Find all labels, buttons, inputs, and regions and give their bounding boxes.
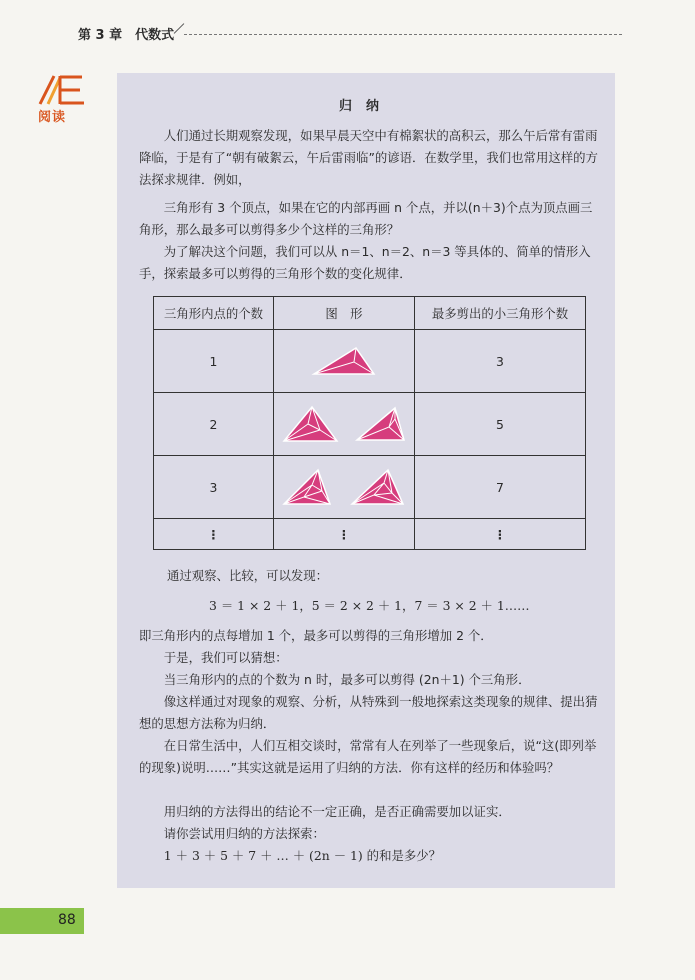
observation-intro: 通过观察、比较，可以发现： bbox=[167, 568, 329, 583]
article-title: 归纳 bbox=[338, 99, 393, 114]
cell-count: 3 bbox=[415, 330, 586, 393]
triangle-figure-1pt bbox=[310, 344, 378, 378]
cell-figure: ⋮ bbox=[274, 519, 415, 550]
cell-count: ⋮ bbox=[415, 519, 586, 550]
page-number: 88 bbox=[58, 912, 76, 928]
triangle-figure-3pt-b bbox=[350, 467, 406, 507]
table-header-row bbox=[154, 297, 586, 330]
paragraph-verify: 用归纳的方法得出的结论不一定正确，是否正确需要加以证实． bbox=[163, 804, 511, 819]
cell-figure bbox=[274, 456, 415, 519]
paragraph-conjecture: 当三角形内的点的个数为 n 时，最多可以剪得 (2n＋1) 个三角形． bbox=[163, 672, 531, 687]
reading-panel bbox=[117, 73, 615, 888]
paragraph-2: 三角形有 3 个顶点，如果在它的内部再画 n 个点，并以(n＋3)个点为顶点画三角形，那么最多可以剪得多少个这样的三角形？ bbox=[139, 200, 593, 237]
observation-formula: 3 ＝ 1 × 2 ＋ 1，5 ＝ 2 × 2 ＋ 1，7 ＝ 3 × 2 ＋ 1…… bbox=[209, 598, 530, 613]
triangle-figure-2pt-b bbox=[355, 405, 407, 443]
cell-points: 1 bbox=[154, 330, 274, 393]
paragraph-guess: 于是，我们可以猜想： bbox=[163, 650, 288, 665]
cell-points: 3 bbox=[154, 456, 274, 519]
header-count: 最多剪出的小三角形个数 bbox=[415, 297, 586, 330]
paragraph-induction: 像这样通过对现象的观察、分析，从特殊到一般地探索这类现象的规律、提出猜想的思想方法称为归纳． bbox=[139, 694, 598, 731]
cell-count: 7 bbox=[415, 456, 586, 519]
header-dashed-rule bbox=[184, 34, 622, 35]
exercise-question: 1 ＋ 3 ＋ 5 ＋ 7 ＋ … ＋ (2n － 1) 的和是多少？ bbox=[163, 848, 442, 863]
cell-figure bbox=[274, 393, 415, 456]
reading-logo-icon bbox=[34, 72, 86, 106]
cell-count: 5 bbox=[415, 393, 586, 456]
table-row bbox=[154, 519, 586, 550]
header-slant-line bbox=[174, 23, 185, 34]
paragraph-increase: 即三角形内的点每增加 1 个，最多可以剪得的三角形增加 2 个． bbox=[139, 628, 493, 643]
cell-figure bbox=[274, 330, 415, 393]
header-figure: 图 形 bbox=[274, 297, 415, 330]
reading-logo-label: 阅读 bbox=[38, 110, 67, 125]
paragraph-3: 为了解决这个问题，我们可以从 n＝1、n＝2、n＝3 等具体的、简单的情形入手，探索最多可以剪得的三角形个数的变化规律． bbox=[139, 244, 591, 281]
reading-logo bbox=[30, 72, 90, 128]
header-points: 三角形内点的个数 bbox=[154, 297, 274, 330]
triangle-table bbox=[153, 296, 586, 550]
table-row bbox=[154, 330, 586, 393]
cell-points: 2 bbox=[154, 393, 274, 456]
paragraph-1: 人们通过长期观察发现，如果早晨天空中有棉絮状的高积云，那么午后常有雷雨降临，于是有了“朝有破絮云，午后雷雨临”的谚语．在数学里，我们也常用这样的方法探求规律．例如， bbox=[139, 128, 598, 187]
table-row bbox=[154, 393, 586, 456]
chapter-label: 第 3 章 代数式 bbox=[78, 28, 175, 43]
table-row bbox=[154, 456, 586, 519]
triangle-figure-2pt-a bbox=[282, 404, 340, 444]
page-header bbox=[74, 22, 622, 44]
triangle-figure-3pt-a bbox=[282, 467, 334, 507]
paragraph-daily-life: 在日常生活中，人们互相交谈时，常常有人在列举了一些现象后，说“这(即列举的现象)说明……”其实这就是运用了归纳的方法．你有这样的经历和体验吗？ bbox=[139, 738, 597, 775]
paragraph-try: 请你尝试用归纳的方法探索： bbox=[163, 826, 325, 841]
cell-points: ⋮ bbox=[154, 519, 274, 550]
